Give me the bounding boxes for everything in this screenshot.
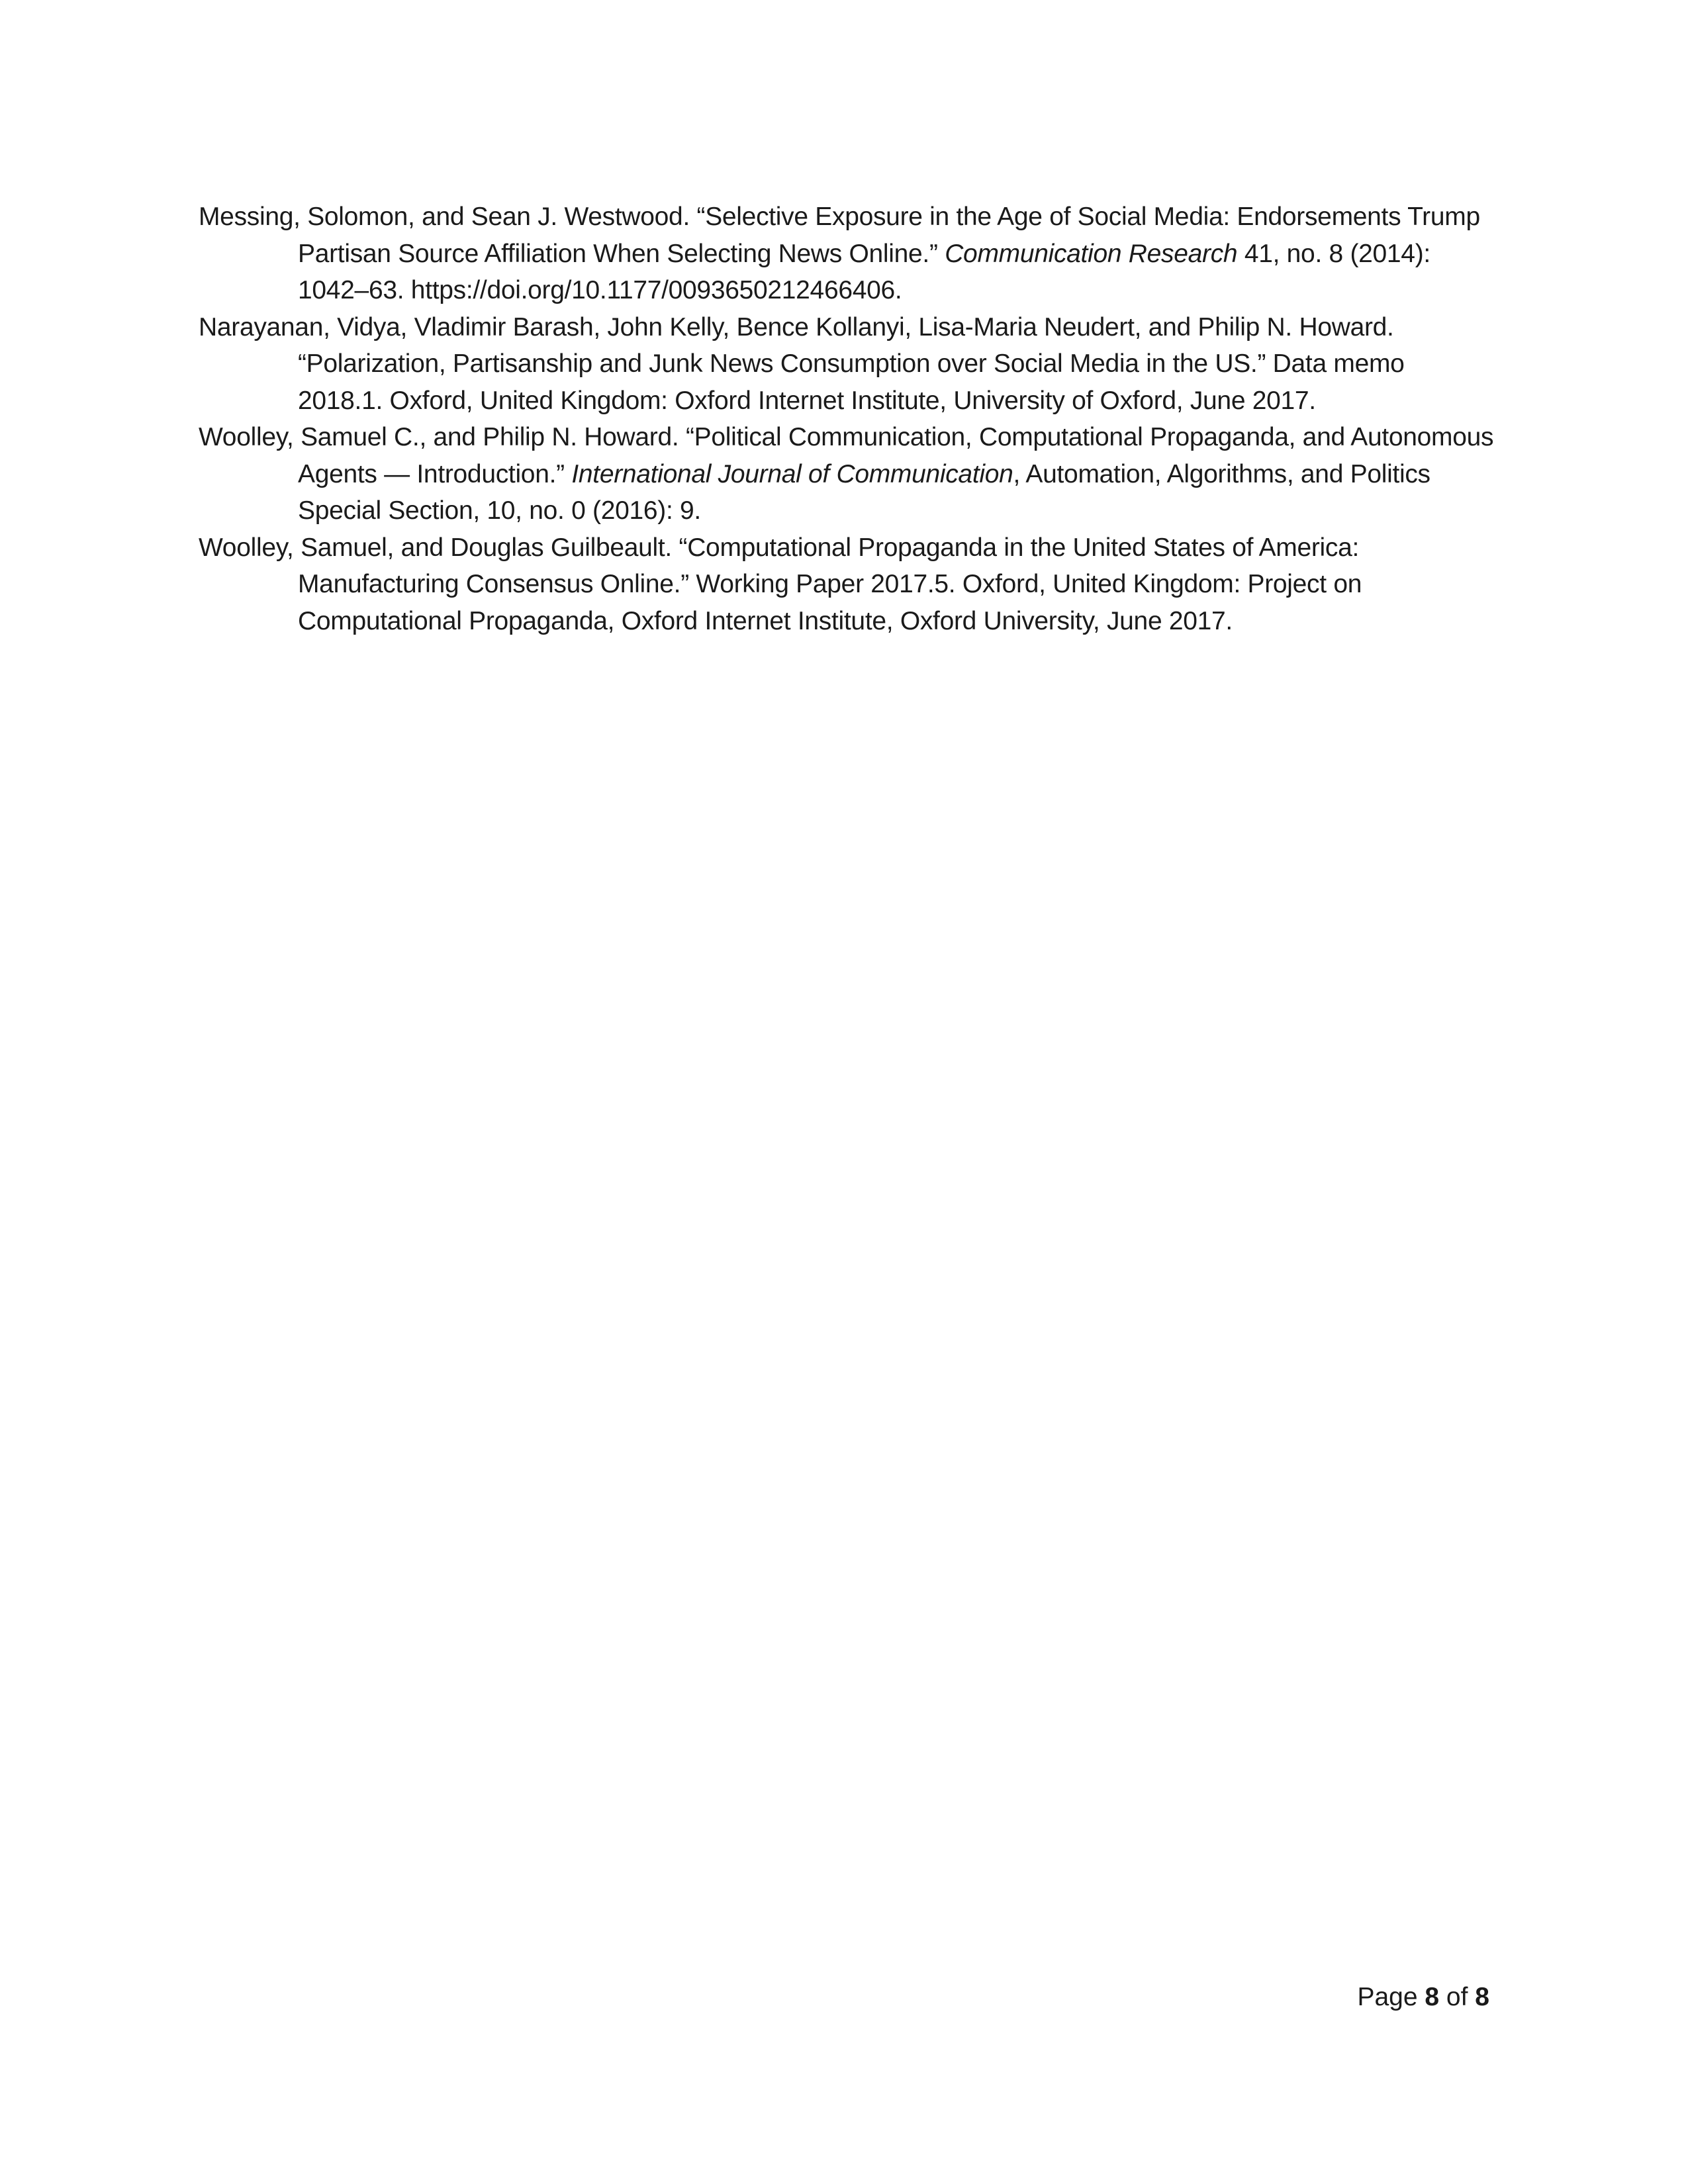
reference-text: Narayanan, Vidya, Vladimir Barash, John Kelly, Bence Kollanyi, Lisa-Maria Neudert, and Philip N. Howard. “Polarization, Partisanship and Junk News Consumption over Social Media in the US.” Data memo 2018.1. Oxford, United Kingdom: Oxford Internet Institute, University of Oxford, June 2017. [199,312,1405,415]
reference-journal-title: Communication Research [945,239,1238,268]
reference-text: Woolley, Samuel C., and Philip N. Howard. “Political Communication, Computational Propaganda, and Autonomous Agents — Introduction.” [199,423,1494,488]
page-label: Page [1357,1983,1425,2011]
reference-text-tail: 41, no. 8 (2014): 1042–63. https://doi.org/10.1177/0093650212466406. [298,239,1430,304]
reference-entry [199,529,1496,640]
current-page-number: 8 [1425,1983,1440,2011]
page-number-footer [1357,1979,1489,2015]
reference-text: Woolley, Samuel, and Douglas Guilbeault. “Computational Propaganda in the United States of America: Manufacturing Consensus Online.” Working Paper 2017.5. Oxford, United Kingdom: Project on Computational Propaganda, Oxford Internet Institute, Oxford University, June 2017. [199,533,1362,635]
reference-entry [199,419,1496,529]
reference-text-tail: , Automation, Algorithms, and Politics Special Section, 10, no. 0 (2016): 9. [298,459,1430,525]
total-page-count: 8 [1475,1983,1489,2011]
reference-entry [199,199,1496,309]
reference-list [199,199,1496,639]
of-label: of [1439,1983,1476,2011]
reference-text: Messing, Solomon, and Sean J. Westwood. “Selective Exposure in the Age of Social Media: Endorsements Trump Partisan Source Affiliation When Selecting News Online.” [199,203,1480,268]
reference-entry [199,309,1496,420]
reference-journal-title: International Journal of Communication [571,459,1013,488]
